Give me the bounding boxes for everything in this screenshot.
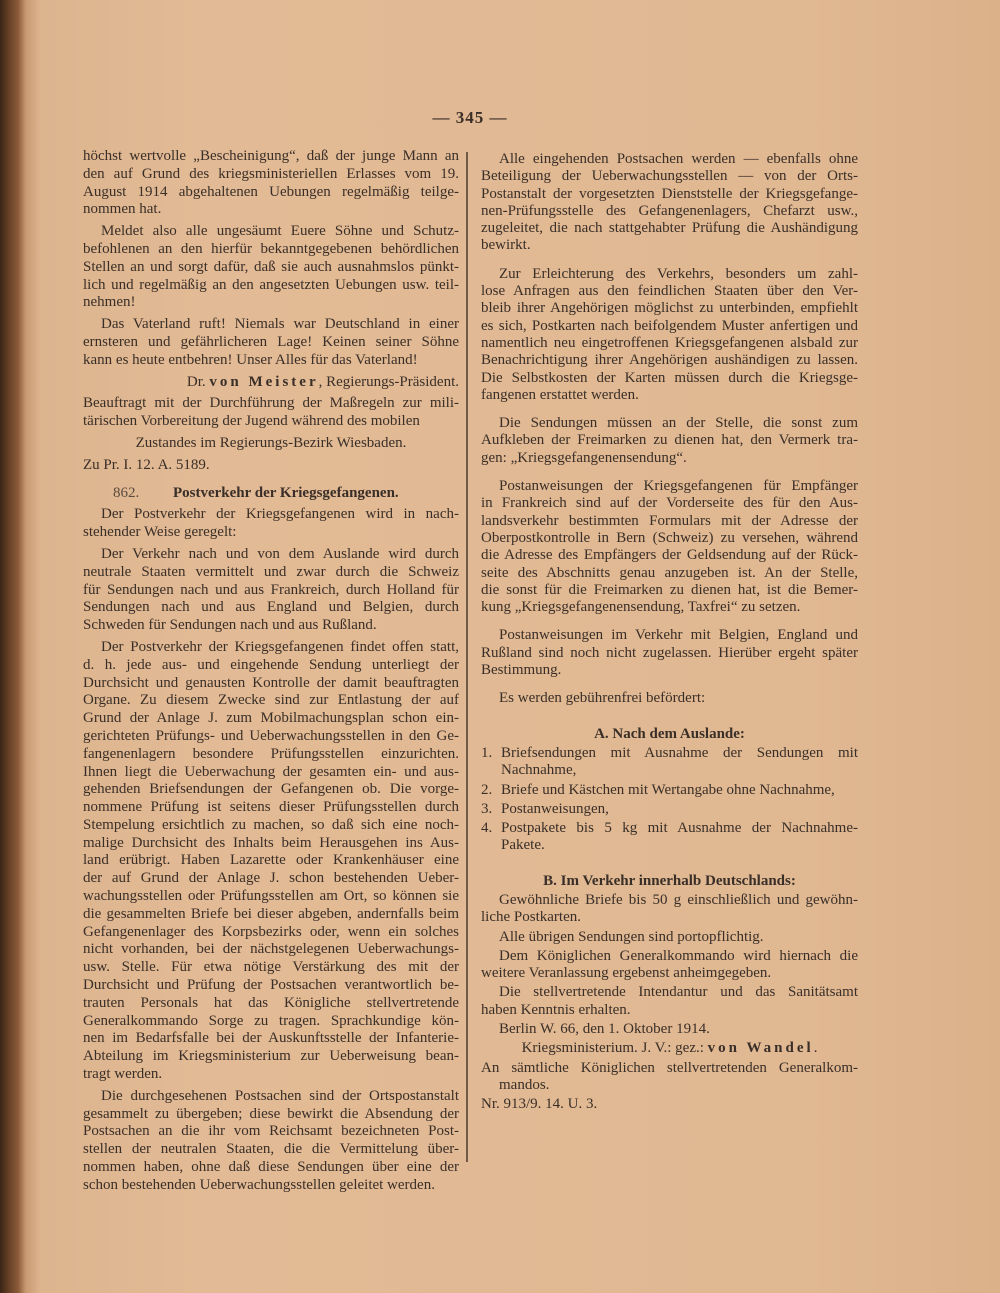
text-line: wachungsstellen oder Prüfungsstellen am Ort, so können sie <box>83 888 459 905</box>
paragraph <box>481 415 858 467</box>
list-number: 1. <box>481 744 493 761</box>
list-number: 2. <box>481 781 493 798</box>
list-item-text <box>501 782 858 799</box>
text-line: nicht vorhanden, bei der nächstgelegenen Ueberwachungs- <box>83 941 459 958</box>
paragraph <box>83 316 459 369</box>
text-line: Rußland sind noch nicht zugelassen. Hierüber ergeht später <box>481 644 858 661</box>
text-line: Berlin W. 66, den 1. Oktober 1914. <box>499 1021 710 1038</box>
text-line: Stellen an und sorgt dafür, daß sie auch ausnahmslos pünkt- <box>83 258 459 275</box>
text-line: weitere Veranlassung ergebenst anheimgegeben. <box>481 965 772 982</box>
text-line: den auf Grund des kriegsministeriellen Erlasses vom 19. <box>83 165 459 182</box>
text-line: Oberpostkontrolle in Bern (Schweiz) zu versehen, während <box>481 529 858 546</box>
text-line: höchst wertvolle „Bescheinigung“, daß der junge Mann an <box>83 148 459 164</box>
signature-prefix: Kriegsministerium. J. V.: gez.: <box>521 1040 708 1057</box>
list-item-text <box>501 745 858 780</box>
text-line: Postanweisungen, <box>501 800 609 817</box>
text-line: Briefsendungen mit Ausnahme der Sendungen mit <box>501 744 858 761</box>
text-line: Die stellvertretende Intendantur und das Sanitätsamt <box>499 984 858 1001</box>
paragraph <box>83 148 459 219</box>
text-line: fangenenlagern besondere Prüfungsstellen einzurichten. <box>83 745 459 762</box>
subheading: B. Im Verkehr innerhalb Deutschlands: <box>543 872 796 889</box>
text-line: Zur Erleichterung des Verkehrs, besonders um zahl- <box>499 265 858 282</box>
text-line: haben Kenntnis erhalten. <box>481 1001 631 1018</box>
paragraph <box>481 151 858 255</box>
text-line: liche Postkarten. <box>481 909 581 926</box>
page-number: — 345 — <box>432 108 508 127</box>
text-line: Briefe und Kästchen mit Wertangabe ohne Nachnahme, <box>501 781 835 798</box>
text-line: Gefangenenlager des Korpsbezirks oder, wenn ein solches <box>83 923 459 940</box>
text-line: Postsachen an die ihr vom Reichsamt bezeichneten Post- <box>83 1123 459 1140</box>
text-line: Zustandes im Regierungs-Bezirk Wiesbaden. <box>135 434 407 451</box>
text-line: usw. Stelle. Für etwa nötige Verstärkung des mit der <box>83 959 459 976</box>
text-line: Zu Pr. I. 12. A. 5189. <box>83 456 210 473</box>
text-line: Beauftragt mit der Durchführung der Maßregeln zur mili- <box>83 395 459 412</box>
text-line: Alle eingehenden Postsachen werden — ebenfalls ohne <box>499 151 858 167</box>
text-line: die gesammelten Briefe bei dieser abgeben, andernfalls beim <box>83 905 459 922</box>
paragraph <box>83 223 459 312</box>
text-line: land erübrigt. Haben Lazarette oder Krankenhäuser eine <box>83 852 459 869</box>
paragraph <box>83 435 459 453</box>
text-line: Postpakete bis 5 kg mit Ausnahme der Nachnahme- <box>501 820 858 837</box>
text-line: tragt werden. <box>83 1066 163 1083</box>
text-line: für Sendungen nach und aus Frankreich, durch Holland für <box>83 581 459 598</box>
text-line: lich und regelmäßig an den angesetzten Uebungen usw. teil- <box>83 276 459 293</box>
text-line: malige Durchsicht des Inhalts beim Herausgehen ins Aus- <box>83 834 459 851</box>
text-line: Schweden für Sendungen nach und aus Rußland. <box>83 617 377 634</box>
signature-prefix: Dr. <box>186 373 210 390</box>
text-line: Der Postverkehr der Kriegsgefangenen findet offen statt, <box>101 638 459 655</box>
text-line: Ihnen liegt die Ueberwachung der gesamten ein- und aus- <box>83 763 459 780</box>
text-line: lose Anfragen aus den feindlichen Staaten über den Ver- <box>481 283 858 300</box>
subheading: A. Nach dem Auslande: <box>594 725 745 742</box>
text-line: Dem Königlichen Generalkommando wird hiernach die <box>499 947 858 964</box>
text-line: Gewöhnliche Briefe bis 50 g einschließlich und gewöhn- <box>499 891 858 908</box>
text-line: Postanstalt der vorgesetzten Dienststelle der Kriegsgefange- <box>481 185 858 202</box>
paragraph <box>481 478 858 616</box>
text-line: Stempelung ersichtlich zu machen, so daß sich eine noch- <box>83 816 459 833</box>
text-line: Die Sendungen müssen an der Stelle, die sonst zum <box>499 415 858 432</box>
text-line: trauten Personals hat das Königliche stellvertretende <box>83 994 459 1011</box>
text-line: stellen der neutralen Staaten, die die Vermittelung über- <box>83 1141 459 1158</box>
text-line: Grund der Anlage J. zum Mobilmachungsplan schon ein- <box>83 710 459 727</box>
text-line: es sich, Postkarten nach beifolgendem Muster anfertigen und <box>481 317 858 334</box>
list-item <box>481 745 858 780</box>
text-line: die Adresse des Empfängers der Geldsendung auf der Rück- <box>481 547 858 564</box>
text-line: Nachnahme, <box>501 762 577 779</box>
paragraph <box>481 1096 858 1113</box>
paragraph <box>481 929 858 946</box>
signature-suffix: . <box>813 1040 818 1057</box>
text-line: bleib ihrer Angehörigen möglichst zu unterbinden, empfiehlt <box>481 300 858 317</box>
text-line: ernsteren und gefährlicheren Lage! Keinen seiner Söhne <box>83 333 459 350</box>
text-line: kung „Kriegsgefangenensendung, Taxfrei“ zu setzen. <box>481 599 801 616</box>
text-line: nen im Bedarfsfalle bei der Auskunftsstelle der Infanterie- <box>83 1030 459 1047</box>
text-line: Der Postverkehr der Kriegsgefangenen wird in nach- <box>101 506 459 523</box>
paragraph <box>481 984 858 1019</box>
list-item <box>481 782 858 799</box>
text-line: namentlich neu eingetroffenen Kriegsgefangenen alsbald zur <box>481 334 858 351</box>
text-line: Abteilung im Kriegsministerium zur Ueberweisung bean- <box>83 1048 459 1065</box>
paragraph <box>481 266 858 404</box>
text-line: Postanweisungen der Kriegsgefangenen für Empfänger <box>499 478 858 495</box>
paragraph <box>481 627 858 679</box>
text-line: landsverkehr bestimmten Formulars mit der Adresse der <box>481 512 858 529</box>
left-column <box>83 148 459 1195</box>
text-line: nommene Prüfung ist seitens dieser Prüfungsstellen durch <box>83 799 459 816</box>
paragraph <box>83 457 459 475</box>
text-line: Das Vaterland ruft! Niemals war Deutschland in einer <box>101 316 459 333</box>
text-line: Benachrichtigung ihrer Angehörigen aushändigen zu lassen. <box>481 352 858 369</box>
paragraph <box>481 948 858 983</box>
column-divider <box>466 152 468 1162</box>
paragraph <box>83 506 459 542</box>
text-line: August 1914 abgehaltenen Uebungen regelmäßig teilge- <box>83 183 459 200</box>
signature-suffix: , Regierungs-Präsident. <box>318 373 459 390</box>
text-line: Es werden gebührenfrei befördert: <box>499 690 706 707</box>
text-line: gehenden Briefsendungen der Gefangenen ob. Die vorge- <box>83 781 459 798</box>
text-line: An sämtliche Königlichen stellvertretenden Generalkom- <box>481 1059 858 1076</box>
text-line: Die Selbstkosten der Karten müssen durch die Kriegsge- <box>481 369 858 386</box>
text-line: nommen hat. <box>83 201 162 218</box>
text-line: d. h. jede aus- und eingehende Sendung unterliegt der <box>83 656 459 673</box>
text-line: Generalkommando Sorge zu tragen. Sprachkundige kön- <box>83 1012 459 1029</box>
text-line: kann es heute entbehren! Unser Alles für das Vaterland! <box>83 351 418 368</box>
text-line: Postanweisungen im Verkehr mit Belgien, England und <box>499 627 858 644</box>
text-line: in Frankreich sind auf der Vorderseite des für den Aus- <box>481 495 858 512</box>
signatory-name: von Wandel <box>707 1040 814 1057</box>
text-line: Durchsicht und genausten Kontrolle der damit beauftragten <box>83 674 459 691</box>
text-line: tärischen Vorbereitung der Jugend während des mobilen <box>83 413 420 430</box>
list-item-text <box>501 820 858 855</box>
text-line: fangenen erstattet werden. <box>481 386 639 403</box>
paragraph <box>481 1021 858 1038</box>
text-line: die sonst für die Freimarken zu dienen hat, ist die Bemer- <box>481 581 858 598</box>
text-line: gerichteten Prüfungs- und Ueberwachungsstellen in den Ge- <box>83 727 459 744</box>
text-line: schon bestehenden Ueberwachungsstellen geleitet werden. <box>83 1176 435 1193</box>
text-line: Durchsicht und Prüfung der Postsachen verantwortlich be- <box>83 977 459 994</box>
paragraph <box>83 395 459 431</box>
text-line: zugeleitet, die nach stattgehabter Prüfung die Aushändigung <box>481 220 858 237</box>
text-line: Bestimmung. <box>481 662 562 679</box>
text-line: befohlenen an den hierfür bekanntgegebenen behördlichen <box>83 240 459 257</box>
text-line: Alle übrigen Sendungen sind portopflichtig. <box>499 928 764 945</box>
text-line: nehmen! <box>83 294 136 311</box>
text-line: stehender Weise geregelt: <box>83 524 237 541</box>
text-line: Organe. Zu diesem Zwecke sind zur Entlastung der auf <box>83 692 459 709</box>
paragraph <box>83 1088 459 1195</box>
paragraph <box>481 1060 858 1095</box>
signatory-name: von Meister <box>209 373 319 390</box>
text-line: bewirkt. <box>481 237 531 254</box>
list-item <box>481 820 858 855</box>
text-line: Aufkleben der Freimarken zu dienen hat, den Vermerk tra- <box>481 432 858 449</box>
right-column <box>481 151 858 1114</box>
text-line: Nr. 913/9. 14. U. 3. <box>481 1096 598 1113</box>
signature <box>481 1040 858 1057</box>
paragraph <box>481 690 858 707</box>
section-title: Postverkehr der Kriegsgefangenen. <box>173 484 399 501</box>
paragraph <box>481 892 858 927</box>
text-line: gen: „Kriegsgefangenensendung“. <box>481 449 687 466</box>
text-line: Beteiligung der Ueberwachungsstellen — von der Orts- <box>481 168 858 185</box>
paragraph <box>83 639 459 1084</box>
text-line: neutrale Staaten vermittelt und zwar durch die Schweiz <box>83 563 459 580</box>
text-line: Meldet also alle ungesäumt Euere Söhne und Schutz- <box>101 223 459 240</box>
text-line: nen-Prüfungsstelle des Gefangenenlagers, Chefarzt usw., <box>481 202 858 219</box>
list-number: 3. <box>481 800 493 817</box>
list-item <box>481 801 858 818</box>
list-number: 4. <box>481 820 493 837</box>
list-item-text <box>501 801 858 818</box>
text-line: Der Verkehr nach und von dem Auslande wird durch <box>101 545 459 562</box>
text-line: seite des Abschnitts genau anzugeben ist. An der Stelle, <box>481 564 858 581</box>
section-heading <box>83 485 459 503</box>
section-number: 862. <box>113 484 140 501</box>
paragraph <box>83 546 459 635</box>
text-line: der auf Grund der Anlage J. schon bestehenden Ueber- <box>83 870 459 887</box>
text-line: gesammelt zu übergeben; diese bewirkt die Absendung der <box>83 1105 459 1122</box>
text-line: mandos. <box>499 1076 550 1093</box>
signature <box>83 374 459 392</box>
text-line: nommen haben, ohne daß diese Sendungen über eine der <box>83 1159 459 1176</box>
text-line: Sendungen nach und aus England und Belgien, durch <box>83 599 459 616</box>
text-line: Die durchgesehenen Postsachen sind der Ortspostanstalt <box>101 1087 459 1104</box>
text-line: Pakete. <box>501 837 545 854</box>
